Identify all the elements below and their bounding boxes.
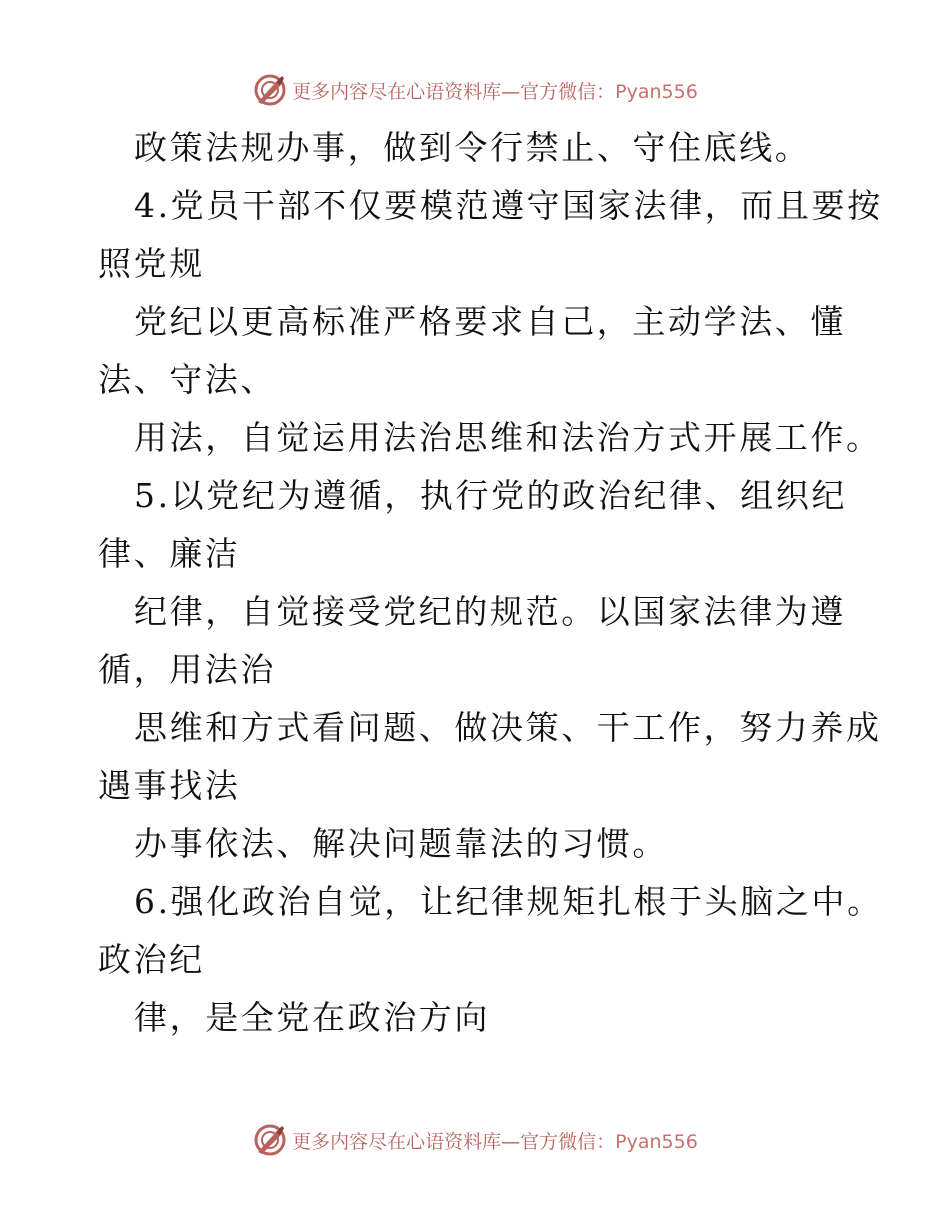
paragraph-line: 政治纪: [98, 940, 205, 979]
paragraph-line: 照党规: [98, 244, 205, 283]
paragraph-line: 律，是全党在政治方向: [134, 998, 490, 1037]
paragraph-line: 用法，自觉运用法治思维和法治方式开展工作。: [134, 418, 882, 457]
footer-watermark: [0, 1120, 950, 1160]
paragraph-line: 党纪以更高标准严格要求自己，主动学法、懂: [134, 302, 846, 341]
paragraph-line: 纪律，自觉接受党纪的规范。以国家法律为遵: [134, 592, 846, 631]
paragraph-line: 5.以党纪为遵循，执行党的政治纪律、组织纪: [134, 476, 848, 515]
paragraph-line: 律、廉洁: [98, 534, 241, 573]
paragraph-line: 法、守法、: [98, 360, 276, 399]
pen-logo-icon: [252, 1122, 288, 1158]
watermark-wechat-id: Pyan556: [615, 1130, 698, 1153]
watermark-wechat-id: Pyan556: [615, 80, 698, 103]
paragraph-line: 循，用法治: [98, 650, 276, 689]
paragraph-line: 政策法规办事，做到令行禁止、守住底线。: [134, 128, 811, 167]
watermark-text: 更多内容尽在心语资料库—官方微信：Pyan556: [292, 80, 698, 103]
watermark-text: 更多内容尽在心语资料库—官方微信：Pyan556: [292, 1130, 698, 1153]
paragraph-line: 6.强化政治自觉，让纪律规矩扎根于头脑之中。: [134, 882, 883, 921]
paragraph-line: 思维和方式看问题、做决策、干工作，努力养成: [134, 708, 882, 747]
paragraph-line: 办事依法、解决问题靠法的习惯。: [134, 824, 668, 863]
paragraph-line: 遇事找法: [98, 766, 241, 805]
paragraph-line: 4.党员干部不仅要模范遵守国家法律，而且要按: [134, 186, 883, 225]
